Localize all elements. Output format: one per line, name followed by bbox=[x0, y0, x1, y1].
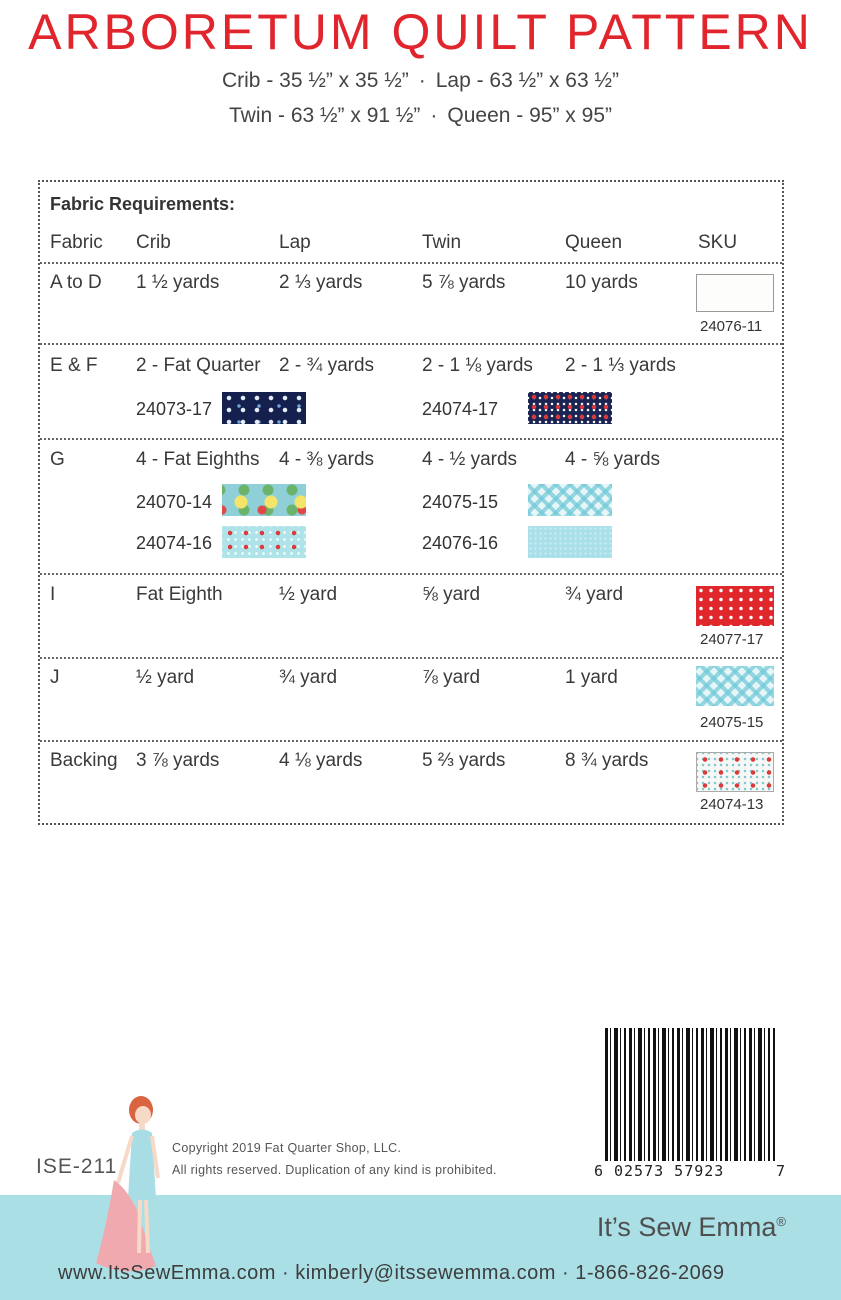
copyright-line-2: All rights reserved. Duplication of any kind is prohibited. bbox=[172, 1163, 497, 1177]
row-fabric-a-to-d: A to D bbox=[50, 272, 102, 293]
row-a-to-d-crib: 1 ½ yards bbox=[136, 272, 220, 293]
size-lap: Lap - 63 ½” x 63 ½” bbox=[435, 69, 619, 92]
contact-line: www.ItsSewEmma.com · kimberly@itssewemma.com · 1-866-826-2069 bbox=[58, 1262, 725, 1284]
fabric-swatch-white-cherry bbox=[696, 752, 774, 792]
barcode-image bbox=[605, 1028, 775, 1161]
separator-dot: · bbox=[430, 104, 438, 127]
row-divider bbox=[40, 343, 782, 345]
sku-label: 24075-15 bbox=[700, 714, 764, 731]
barcode-left-digit: 6 bbox=[594, 1162, 605, 1180]
sku-label: 24077-17 bbox=[700, 631, 764, 648]
fabric-code: 24075-15 bbox=[422, 492, 499, 512]
fabric-code: 24073-17 bbox=[136, 399, 213, 419]
row-i-lap: ½ yard bbox=[279, 584, 338, 605]
row-i-twin: ⅝ yard bbox=[422, 584, 481, 605]
row-fabric-e-f: E & F bbox=[50, 355, 98, 376]
column-header-crib: Crib bbox=[136, 232, 171, 253]
row-a-to-d-queen: 10 yards bbox=[565, 272, 638, 293]
row-j-lap: ¾ yard bbox=[279, 667, 338, 688]
fabric-code: 24074-16 bbox=[136, 533, 213, 553]
fabric-code: 24070-14 bbox=[136, 492, 213, 512]
copyright-line-1: Copyright 2019 Fat Quarter Shop, LLC. bbox=[172, 1141, 402, 1155]
row-divider bbox=[40, 438, 782, 440]
row-e-f-crib: 2 - Fat Quarter bbox=[136, 355, 261, 376]
registered-mark: ® bbox=[776, 1214, 786, 1229]
sku-label: 24076-11 bbox=[700, 318, 763, 335]
row-a-to-d-twin: 5 ⅞ yards bbox=[422, 272, 506, 293]
fabric-swatch-aqua-gingham bbox=[696, 666, 774, 706]
row-j-twin: ⅞ yard bbox=[422, 667, 481, 688]
row-g-twin: 4 - ½ yards bbox=[422, 449, 518, 470]
fabric-code: 24074-17 bbox=[422, 399, 499, 419]
row-i-queen: ¾ yard bbox=[565, 584, 624, 605]
sku-label: 24074-13 bbox=[700, 796, 764, 813]
size-line-1 bbox=[0, 66, 841, 96]
row-j-crib: ½ yard bbox=[136, 667, 195, 688]
column-header-twin: Twin bbox=[422, 232, 462, 253]
row-backing-crib: 3 ⅞ yards bbox=[136, 750, 220, 771]
barcode-right-digit: 7 bbox=[776, 1162, 787, 1180]
row-j-queen: 1 yard bbox=[565, 667, 618, 688]
row-fabric-i: I bbox=[50, 584, 56, 605]
size-line-2 bbox=[0, 101, 841, 131]
girl-illustration bbox=[96, 1088, 186, 1278]
pattern-code: ISE-211 bbox=[36, 1155, 118, 1178]
fabric-requirements-table bbox=[38, 180, 784, 825]
row-divider bbox=[40, 740, 782, 742]
size-queen: Queen - 95” x 95” bbox=[447, 104, 612, 127]
column-header-queen: Queen bbox=[565, 232, 623, 253]
column-header-fabric: Fabric bbox=[50, 232, 103, 253]
fabric-swatch-floral bbox=[222, 484, 306, 516]
requirements-heading: Fabric Requirements: bbox=[50, 194, 236, 214]
separator-dot: · bbox=[418, 69, 426, 92]
row-backing-queen: 8 ¾ yards bbox=[565, 750, 649, 771]
row-divider bbox=[40, 262, 782, 264]
row-fabric-j: J bbox=[50, 667, 60, 688]
row-fabric-backing: Backing bbox=[50, 750, 118, 771]
fabric-swatch-white bbox=[696, 274, 774, 312]
column-header-sku: SKU bbox=[698, 232, 738, 253]
row-divider bbox=[40, 657, 782, 659]
size-twin: Twin - 63 ½” x 91 ½” bbox=[228, 104, 421, 127]
row-backing-lap: 4 ⅛ yards bbox=[279, 750, 363, 771]
row-a-to-d-lap: 2 ⅓ yards bbox=[279, 272, 363, 293]
barcode-number: 02573 57923 bbox=[614, 1162, 725, 1180]
fabric-swatch-aqua-cherry bbox=[222, 526, 306, 558]
size-crib: Crib - 35 ½” x 35 ½” bbox=[221, 69, 409, 92]
row-e-f-twin: 2 - 1 ⅛ yards bbox=[422, 355, 533, 376]
row-e-f-lap: 2 - ¾ yards bbox=[279, 355, 375, 376]
row-e-f-queen: 2 - 1 ⅓ yards bbox=[565, 355, 676, 376]
brand-name bbox=[597, 1212, 786, 1243]
row-g-lap: 4 - ⅜ yards bbox=[279, 449, 375, 470]
row-g-queen: 4 - ⅝ yards bbox=[565, 449, 661, 470]
row-divider bbox=[40, 573, 782, 575]
row-i-crib: Fat Eighth bbox=[136, 584, 223, 605]
column-header-lap: Lap bbox=[279, 232, 311, 253]
row-backing-twin: 5 ⅔ yards bbox=[422, 750, 506, 771]
fabric-swatch-navy-floral bbox=[222, 392, 306, 424]
fabric-swatch-navy-cherry bbox=[528, 392, 612, 424]
page-title: ARBORETUM QUILT PATTERN bbox=[28, 4, 813, 60]
row-fabric-g: G bbox=[50, 449, 65, 470]
fabric-swatch-aqua-solid bbox=[528, 526, 612, 558]
row-g-crib: 4 - Fat Eighths bbox=[136, 449, 260, 470]
fabric-code: 24076-16 bbox=[422, 533, 499, 553]
fabric-swatch-red bbox=[696, 586, 774, 626]
brand-text: It’s Sew Emma bbox=[596, 1212, 777, 1242]
fabric-swatch-aqua-gingham bbox=[528, 484, 612, 516]
